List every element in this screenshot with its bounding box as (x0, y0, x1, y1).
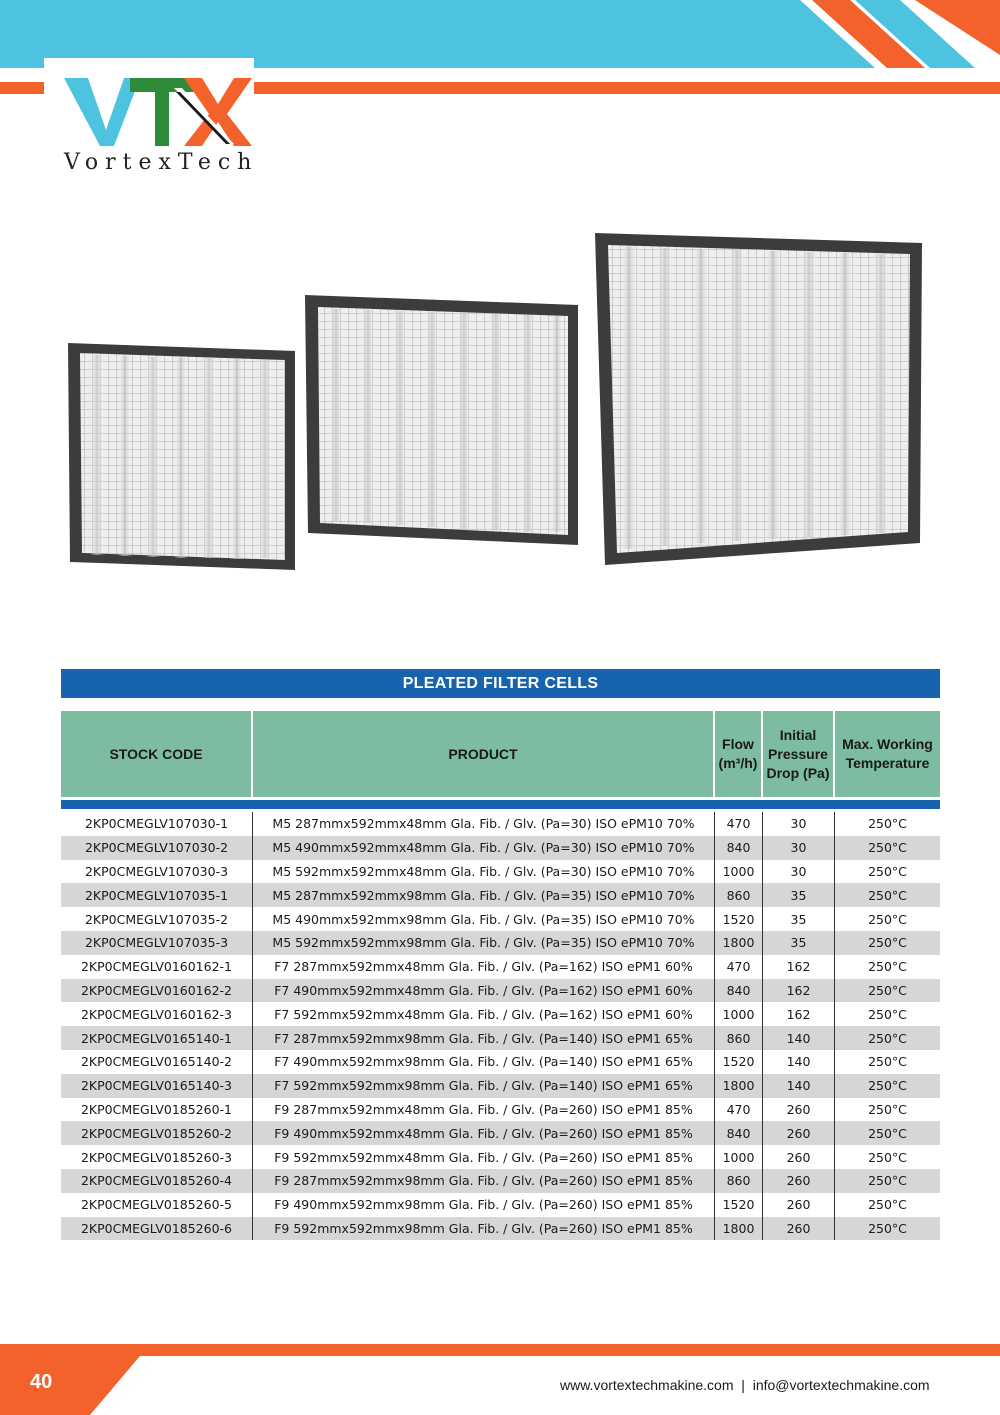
cell-pressure-drop: 260 (763, 1217, 835, 1241)
cell-max-temperature: 250°C (868, 887, 907, 903)
cell-pressure-drop: 35 (763, 883, 835, 907)
table-row (61, 1002, 940, 1026)
pleated-filter-cells-image (60, 225, 940, 585)
cell-pressure-drop: 35 (763, 931, 835, 955)
filter-large (595, 233, 922, 565)
table-row (61, 931, 940, 955)
cell-stock-code: 2KP0CMEGLV0165140-1 (61, 1026, 253, 1050)
cell-pressure-drop: 162 (763, 1002, 835, 1026)
page-number: 40 (30, 1371, 53, 1393)
cell-product: F7 592mmx592mmx48mm Gla. Fib. / Glv. (Pa=162) ISO ePM1 60% (253, 1002, 715, 1026)
cell-stock-code: 2KP0CMEGLV0160162-2 (61, 979, 253, 1003)
cell-max-temperature: 250°C (868, 1054, 907, 1070)
cell-max-temperature: 250°C (868, 1078, 907, 1094)
cell-max-temperature: 250°C (868, 1030, 907, 1046)
table-row (61, 1169, 940, 1193)
cell-product: M5 287mmx592mmx48mm Gla. Fib. / Glv. (Pa=30) ISO ePM10 70% (253, 812, 715, 836)
table-row (61, 812, 940, 836)
cell-pressure-drop: 162 (763, 955, 835, 979)
cell-product: M5 592mmx592mmx98mm Gla. Fib. / Glv. (Pa=35) ISO ePM10 70% (253, 931, 715, 955)
header-stock-code: STOCK CODE (61, 711, 253, 797)
cell-flow: 860 (715, 883, 763, 907)
cell-product: F9 287mmx592mmx48mm Gla. Fib. / Glv. (Pa=260) ISO ePM1 85% (253, 1098, 715, 1122)
table-row (61, 860, 940, 884)
cell-pressure-drop: 260 (763, 1145, 835, 1169)
cell-stock-code: 2KP0CMEGLV0185260-6 (61, 1217, 253, 1241)
cell-stock-code: 2KP0CMEGLV107030-1 (61, 812, 253, 836)
cell-stock-code: 2KP0CMEGLV0160162-3 (61, 1002, 253, 1026)
cell-product: F7 490mmx592mmx98mm Gla. Fib. / Glv. (Pa=140) ISO ePM1 65% (253, 1050, 715, 1074)
cell-product: F7 287mmx592mmx98mm Gla. Fib. / Glv. (Pa=140) ISO ePM1 65% (253, 1026, 715, 1050)
cell-max-temperature: 250°C (868, 1125, 907, 1141)
cell-product: M5 287mmx592mmx98mm Gla. Fib. / Glv. (Pa=35) ISO ePM10 70% (253, 883, 715, 907)
table-row (61, 1050, 940, 1074)
header-pressure-line3: Drop (Pa) (766, 764, 830, 781)
table-row (61, 907, 940, 931)
table-header-bar (61, 800, 940, 809)
header-flow (715, 711, 763, 797)
cell-stock-code: 2KP0CMEGLV0165140-2 (61, 1050, 253, 1074)
header-flow-line1: Flow (722, 736, 754, 752)
cell-pressure-drop: 30 (763, 812, 835, 836)
table-row (61, 1026, 940, 1050)
cell-flow: 470 (715, 955, 763, 979)
cell-product: F9 490mmx592mmx48mm Gla. Fib. / Glv. (Pa=260) ISO ePM1 85% (253, 1121, 715, 1145)
filter-small (68, 343, 295, 570)
cell-pressure-drop: 260 (763, 1121, 835, 1145)
cell-product: F7 592mmx592mmx98mm Gla. Fib. / Glv. (Pa=140) ISO ePM1 65% (253, 1074, 715, 1098)
cell-stock-code: 2KP0CMEGLV0185260-5 (61, 1193, 253, 1217)
cell-flow: 1800 (715, 1217, 763, 1241)
cell-pressure-drop: 260 (763, 1169, 835, 1193)
cell-flow: 860 (715, 1169, 763, 1193)
cell-flow: 1800 (715, 1074, 763, 1098)
cell-max-temperature: 250°C (868, 1006, 907, 1022)
footer-separator: | (741, 1377, 745, 1393)
cell-flow: 1000 (715, 860, 763, 884)
cell-max-temperature: 250°C (868, 863, 907, 879)
cell-pressure-drop: 260 (763, 1098, 835, 1122)
cell-max-temperature: 250°C (868, 935, 907, 951)
footer-email-link[interactable]: info@vortextechmakine.com (752, 1377, 930, 1393)
cell-stock-code: 2KP0CMEGLV107030-3 (61, 860, 253, 884)
cell-product: F9 592mmx592mmx48mm Gla. Fib. / Glv. (Pa=260) ISO ePM1 85% (253, 1145, 715, 1169)
table-header (61, 711, 940, 797)
cell-stock-code: 2KP0CMEGLV107035-2 (61, 907, 253, 931)
cell-max-temperature: 250°C (868, 1197, 907, 1213)
table-row (61, 1145, 940, 1169)
header-max-temperature (835, 711, 940, 797)
cell-flow: 1520 (715, 907, 763, 931)
cell-max-temperature: 250°C (868, 911, 907, 927)
cell-max-temperature: 250°C (868, 959, 907, 975)
header-temp-line2: Temperature (845, 755, 930, 771)
cell-flow: 1000 (715, 1002, 763, 1026)
table-row (61, 1098, 940, 1122)
cell-stock-code: 2KP0CMEGLV0185260-2 (61, 1121, 253, 1145)
cell-product: F9 592mmx592mmx98mm Gla. Fib. / Glv. (Pa=260) ISO ePM1 85% (253, 1217, 715, 1241)
cell-max-temperature: 250°C (868, 816, 907, 832)
header-pressure-line2: Pressure (768, 745, 828, 762)
cell-flow: 1800 (715, 931, 763, 955)
cell-pressure-drop: 30 (763, 836, 835, 860)
header-flow-line2: (m³/h) (718, 755, 758, 771)
cell-max-temperature: 250°C (868, 1173, 907, 1189)
cell-pressure-drop: 260 (763, 1193, 835, 1217)
cell-flow: 860 (715, 1026, 763, 1050)
cell-pressure-drop: 140 (763, 1074, 835, 1098)
wordmark: VortexTech (64, 150, 259, 175)
cell-stock-code: 2KP0CMEGLV0185260-1 (61, 1098, 253, 1122)
cell-stock-code: 2KP0CMEGLV0160162-1 (61, 955, 253, 979)
table-row (61, 1217, 940, 1241)
cell-max-temperature: 250°C (868, 982, 907, 998)
cell-flow: 1520 (715, 1050, 763, 1074)
cell-stock-code: 2KP0CMEGLV0185260-3 (61, 1145, 253, 1169)
cell-flow: 840 (715, 1121, 763, 1145)
cell-product: M5 490mmx592mmx98mm Gla. Fib. / Glv. (Pa=35) ISO ePM10 70% (253, 907, 715, 931)
table-row (61, 1193, 940, 1217)
cell-pressure-drop: 140 (763, 1050, 835, 1074)
table-row (61, 883, 940, 907)
cell-flow: 1520 (715, 1193, 763, 1217)
cell-flow: 1000 (715, 1145, 763, 1169)
table-row (61, 836, 940, 860)
cell-max-temperature: 250°C (868, 1101, 907, 1117)
header-pressure-drop (763, 711, 835, 797)
cell-flow: 840 (715, 979, 763, 1003)
cell-flow: 470 (715, 1098, 763, 1122)
table-row (61, 1121, 940, 1145)
cell-max-temperature: 250°C (868, 1220, 907, 1236)
header-pressure-line1: Initial (779, 726, 817, 743)
cell-max-temperature: 250°C (868, 1149, 907, 1165)
cell-stock-code: 2KP0CMEGLV0185260-4 (61, 1169, 253, 1193)
cell-stock-code: 2KP0CMEGLV0165140-3 (61, 1074, 253, 1098)
cell-product: M5 592mmx592mmx48mm Gla. Fib. / Glv. (Pa=30) ISO ePM10 70% (253, 860, 715, 884)
cell-product: M5 490mmx592mmx48mm Gla. Fib. / Glv. (Pa=30) ISO ePM10 70% (253, 836, 715, 860)
header-product: PRODUCT (253, 711, 715, 797)
table-row (61, 955, 940, 979)
filter-medium (305, 295, 578, 545)
table-row (61, 979, 940, 1003)
cell-stock-code: 2KP0CMEGLV107035-1 (61, 883, 253, 907)
cell-product: F7 287mmx592mmx48mm Gla. Fib. / Glv. (Pa=162) ISO ePM1 60% (253, 955, 715, 979)
cell-stock-code: 2KP0CMEGLV107030-2 (61, 836, 253, 860)
cell-max-temperature: 250°C (868, 840, 907, 856)
cell-pressure-drop: 30 (763, 860, 835, 884)
footer-website-link[interactable]: www.vortextechmakine.com (560, 1377, 734, 1393)
cell-pressure-drop: 162 (763, 979, 835, 1003)
footer-contact (560, 1377, 930, 1393)
cell-flow: 840 (715, 836, 763, 860)
cell-stock-code: 2KP0CMEGLV107035-3 (61, 931, 253, 955)
cell-pressure-drop: 140 (763, 1026, 835, 1050)
table-row (61, 1074, 940, 1098)
table-title: PLEATED FILTER CELLS (61, 669, 940, 698)
cell-pressure-drop: 35 (763, 907, 835, 931)
cell-product: F9 287mmx592mmx98mm Gla. Fib. / Glv. (Pa=260) ISO ePM1 85% (253, 1169, 715, 1193)
table-body (61, 812, 940, 1240)
cell-product: F7 490mmx592mmx48mm Gla. Fib. / Glv. (Pa=162) ISO ePM1 60% (253, 979, 715, 1003)
header-temp-line1: Max. Working (842, 736, 933, 752)
cell-product: F9 490mmx592mmx98mm Gla. Fib. / Glv. (Pa=260) ISO ePM1 85% (253, 1193, 715, 1217)
cell-flow: 470 (715, 812, 763, 836)
